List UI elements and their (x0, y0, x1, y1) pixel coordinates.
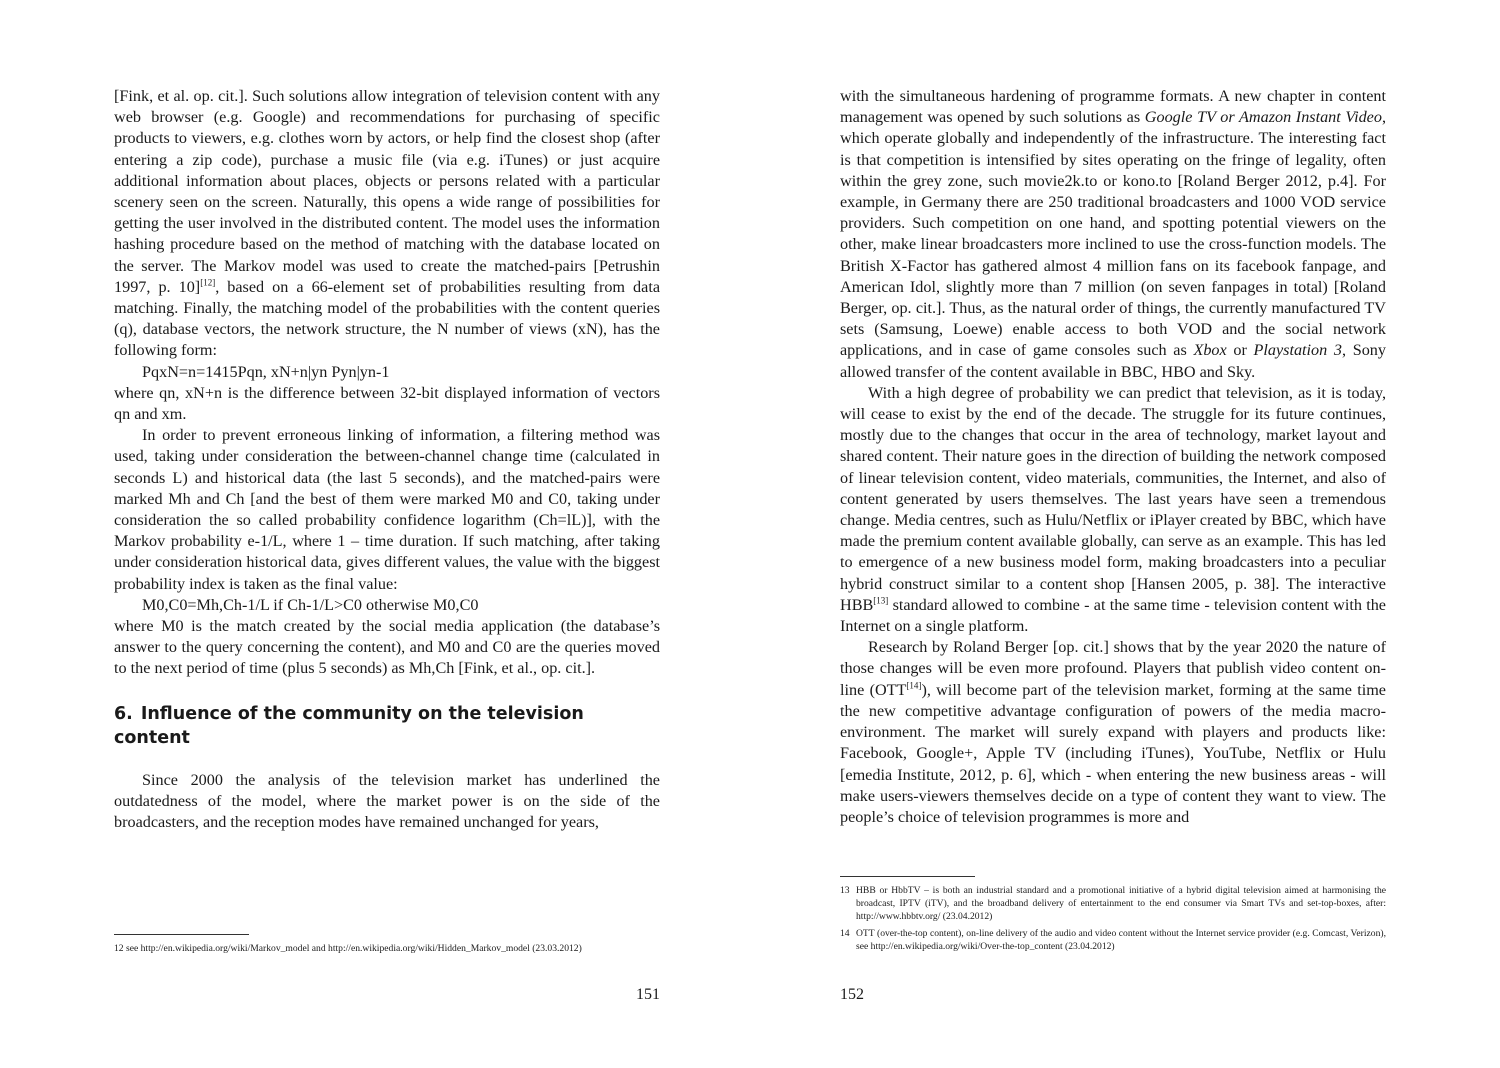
right-page (840, 0, 1386, 1068)
footnote-text: OTT (over-the-top content), on-line delivery of the audio and video content without the Internet service provider (e.g. Comcast, Verizon), see http://en.wikipedia.org/wiki/Over-the-top_content (23.04.2012) (856, 928, 1386, 952)
section-title: Influence of the community on the television content (114, 703, 584, 748)
right-body-text (840, 86, 1386, 828)
paragraph-text: With a high degree of probability we can predict that television, as it is today, will cease to exist by the end of the decade. The struggle for its future continues, mostly due to the changes that occur in the area of technology, market layout and shared content. Their nature goes in the direction of building the network composed of linear television content, video materials, communities, the Internet, and also of content generated by users themselves. The last years have seen a tremendous change. Media centres, such as Hulu/Netflix or iPlayer created by BBC, which have made the premium content available globally, can serve as an example. This has led to emergence of a new business model form, making broadcasters into a peculiar hybrid construct similar to a content shop [Hansen 2005, p. 38]. The interactive HBB (840, 383, 1386, 614)
page-number: 152 (840, 986, 864, 1003)
paragraph (840, 637, 1386, 828)
section-number: 6. (114, 703, 133, 724)
footnote-ref-13[interactable]: [13] (873, 595, 889, 606)
footnote-ref-14[interactable]: [14] (906, 680, 922, 691)
section-heading (114, 702, 660, 750)
footnote-number: 13 (840, 885, 850, 896)
emphasis-text: Xbox (1193, 341, 1227, 360)
formula-2: M0,C0=Mh,Ch-1/L if Ch-1/L>C0 otherwise M0,C0 (142, 595, 479, 614)
formula-1: PqxN=n=1415Pqn, xN+n|yn Pyn|yn-1 (142, 362, 390, 381)
paragraph: where M0 is the match created by the social media application (the database’s answer to the query concerning the content), and M0 and C0 are the queries moved to the next period of time (plus 5 seconds) as Mh,Ch [Fink, et al., op. cit.]. (114, 617, 660, 678)
paragraph: Since 2000 the analysis of the television market has underlined the outdatedness of the model, where the market power is on the side of the broadcasters, and the reception modes have remained unchanged for years, (114, 770, 660, 832)
footnote-text: HBB or HbbTV – is both an industrial standard and a promotional initiative of a hybrid digital television aimed at harmonising the broadcast, IPTV (iTV), and the broadband delivery of entertainment to the end consumer via Smart TVs and set-top-boxes, after: http://www.hbbtv.org/ (23.04.2012) (856, 885, 1386, 922)
footnote-13 (840, 884, 1386, 923)
paragraph-text: Research by Roland Berger [op. cit.] shows that by the year 2020 the nature of those changes will be even more profound. Players that publish video content on-line (OTT (840, 638, 1386, 699)
footnote-number: 14 (840, 928, 850, 939)
footnote-rule (840, 876, 975, 877)
left-footnotes (114, 942, 660, 959)
footnote-12 (114, 942, 660, 955)
emphasis-text: Google TV or Amazon Instant Video (1144, 108, 1382, 127)
paragraph (840, 86, 1386, 383)
left-body-text (114, 86, 660, 833)
left-page (114, 0, 660, 1068)
paragraph-text: with the simultaneous hardening of programme formats. A new chapter in content management was opened by such solutions as (840, 87, 1386, 127)
right-footnotes (840, 884, 1386, 957)
footnote-ref-12[interactable]: [12] (200, 277, 216, 288)
paragraph (840, 383, 1386, 637)
emphasis-text: Playstation 3 (1253, 341, 1342, 360)
paragraph-text: ), will become part of the television market, forming at the same time the new competitive advantage configuration of powers of the media macro-environment. The market will surely expand with players and products like: Facebook, Google+, Apple TV (including iTunes), YouTube, Netflix or Hulu [emedia Institute, 2012, p. 6], which - when entering the new business areas - will make users-viewers themselves decide on a type of content they want to view. The people’s choice of television programmes is more and (840, 680, 1386, 826)
footnote-14 (840, 927, 1386, 953)
paragraph-text: , which operate globally and independently of the infrastructure. The interesting fact is that competition is intensified by sites operating on the fringe of legality, often within the grey zone, such movie2k.to or kono.to [Roland Berger 2012, p.4]. For example, in Germany there are 250 traditional broadcasters and 1000 VOD service providers. Such competition on one hand, and spotting potential viewers on the other, make linear broadcasters more inclined to use the cross-function models. The British X-Factor has gathered almost 4 million fans on its facebook fanpage, and American Idol, slightly more than 7 million (on seven fanpages in total) [Roland Berger, op. cit.]. Thus, as the natural order of things, the currently manufactured TV sets (Samsung, Loewe) enable access to both VOD and the social network applications, and in case of game consoles such as (840, 108, 1386, 360)
paragraph (114, 86, 660, 362)
footnote-text: 12 see http://en.wikipedia.org/wiki/Markov_model and http://en.wikipedia.org/wiki/Hidden_Markov_model (23.03.2012) (114, 943, 582, 954)
paragraph: where qn, xN+n is the difference between 32-bit displayed information of vectors qn and xm. (114, 383, 660, 424)
paragraph-text: standard allowed to combine - at the same time - television content with the Internet on a single platform. (840, 595, 1386, 636)
paragraph-text: or (1226, 341, 1254, 360)
paragraph-text: , based on a 66-element set of probabilities resulting from data matching. Finally, the matching model of the probabilities with the content queries (q), database vectors, the network structure, the N number of views (xN), has the following form: (114, 277, 661, 360)
footnote-rule (114, 934, 249, 935)
page-number: 151 (636, 986, 660, 1003)
paragraph-text: [Fink, et al. op. cit.]. Such solutions allow integration of television content with any web browser (e.g. Google) and recommendations for purchasing of specific products to viewers, e.g. clothes worn by actors, or help find the closest shop (after entering a zip code), purchase a music file (via e.g. iTunes) or just acquire additional information about places, objects or persons related with a particular scenery seen on the screen. Naturally, this opens a wide range of possibilities for getting the user involved in the distributed content. The model uses the information hashing procedure based on the method of matching with the database located on the server. The Markov model was used to create the matched-pairs [Petrushin 1997, p. 10] (114, 87, 660, 296)
paragraph: In order to prevent erroneous linking of information, a filtering method was used, taking under consideration the between-channel change time (calculated in seconds L) and historical data (the last 5 seconds), and the matched-pairs were marked Mh and Ch [and the best of them were marked M0 and C0, taking under consideration the so called probability confidence logarithm (Ch=lL)], with the Markov probability e-1/L, where 1 – time duration. If such matching, after taking under consideration historical data, gives different values, the value with the biggest probability index is taken as the final value: (114, 426, 660, 593)
paragraph-text: , Sony allowed transfer of the content available in BBC, HBO and Sky. (840, 341, 1386, 381)
